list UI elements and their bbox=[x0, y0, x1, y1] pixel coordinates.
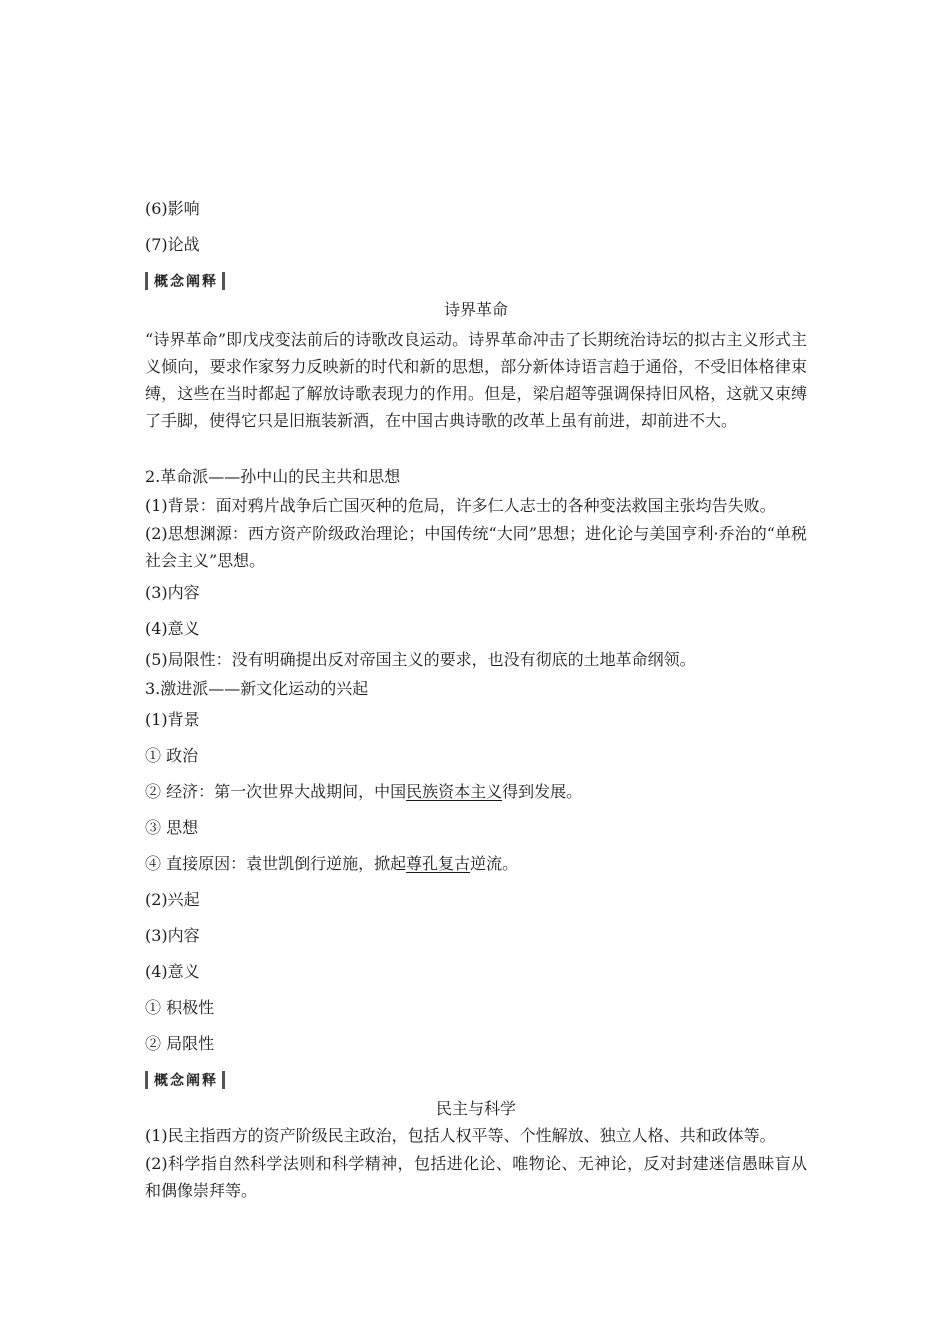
badge-label: 概念阐释 bbox=[154, 274, 218, 290]
subitem-politics: ① 政治 bbox=[145, 746, 199, 765]
subitem-limitation: ② 局限性 bbox=[145, 1034, 215, 1053]
badge-bar-right bbox=[222, 1071, 225, 1089]
concept-title: 民主与科学 bbox=[435, 1099, 516, 1118]
concept-item-democracy: (1)民主指西方的资产阶级民主政治，包括人权平等、个性解放、独立人格、共和政体等。 bbox=[145, 1126, 776, 1145]
badge-bar-right bbox=[222, 272, 225, 290]
item-content: (3)内容 bbox=[145, 926, 200, 945]
text-segment: 得到发展。 bbox=[502, 782, 583, 801]
item-significance: (4)意义 bbox=[145, 962, 200, 981]
underlined-term: 尊孔复古 bbox=[406, 854, 471, 873]
concept-badge bbox=[145, 272, 225, 290]
badge-label: 概念阐释 bbox=[154, 1073, 218, 1089]
concept-item-science: (2)科学指自然科学法则和科学精神，包括进化论、唯物论、无神论，反对封建迷信愚昧盲从和偶像崇拜等。 bbox=[145, 1154, 807, 1200]
item-content: (3)内容 bbox=[145, 583, 200, 602]
item-origins: (2)思想渊源：西方资产阶级政治理论；中国传统“大同”思想；进化论与美国亨利·乔治的“单税社会主义”思想。 bbox=[145, 524, 807, 570]
text-segment: ② 经济：第一次世界大战期间，中国 bbox=[145, 782, 407, 801]
item-background: (1)背景：面对鸦片战争后亡国灭种的危局，许多仁人志士的各种变法救国主张均告失败。 bbox=[145, 496, 776, 515]
concept-badge bbox=[145, 1071, 225, 1089]
section-heading: 2.革命派——孙中山的民主共和思想 bbox=[145, 467, 401, 486]
section-heading: 3.激进派——新文化运动的兴起 bbox=[145, 679, 369, 698]
subitem-positive: ① 积极性 bbox=[145, 998, 215, 1017]
item-significance: (4)意义 bbox=[145, 619, 200, 638]
subitem-economy bbox=[145, 782, 582, 802]
item-influence: (6)影响 bbox=[145, 199, 200, 218]
concept-paragraph: “诗界革命”即戊戌变法前后的诗歌改良运动。诗界革命冲击了长期统治诗坛的拟古主义形式主义倾向，要求作家努力反映新的时代和新的思想，部分新体诗语言趋于通俗，不受旧体格律束缚，这些在当时都起了解放诗歌表现力的作用。但是，梁启超等强调保持旧风格，这就又束缚了手脚，使得它只是旧瓶装新酒，在中国古典诗歌的改革上虽有前进，却前进不大。 bbox=[145, 330, 807, 430]
underlined-term: 民族资本主义 bbox=[406, 782, 503, 801]
item-rise: (2)兴起 bbox=[145, 890, 200, 909]
subitem-thought: ③ 思想 bbox=[145, 818, 199, 837]
subitem-direct-cause bbox=[145, 854, 518, 874]
item-limitations: (5)局限性：没有明确提出反对帝国主义的要求，也没有彻底的土地革命纲领。 bbox=[145, 650, 696, 669]
text-segment: 逆流。 bbox=[470, 854, 519, 873]
item-debate: (7)论战 bbox=[145, 235, 200, 254]
concept-title: 诗界革命 bbox=[443, 300, 508, 319]
text-segment: ④ 直接原因：袁世凯倒行逆施，掀起 bbox=[145, 854, 407, 873]
item-background: (1)背景 bbox=[145, 710, 200, 729]
